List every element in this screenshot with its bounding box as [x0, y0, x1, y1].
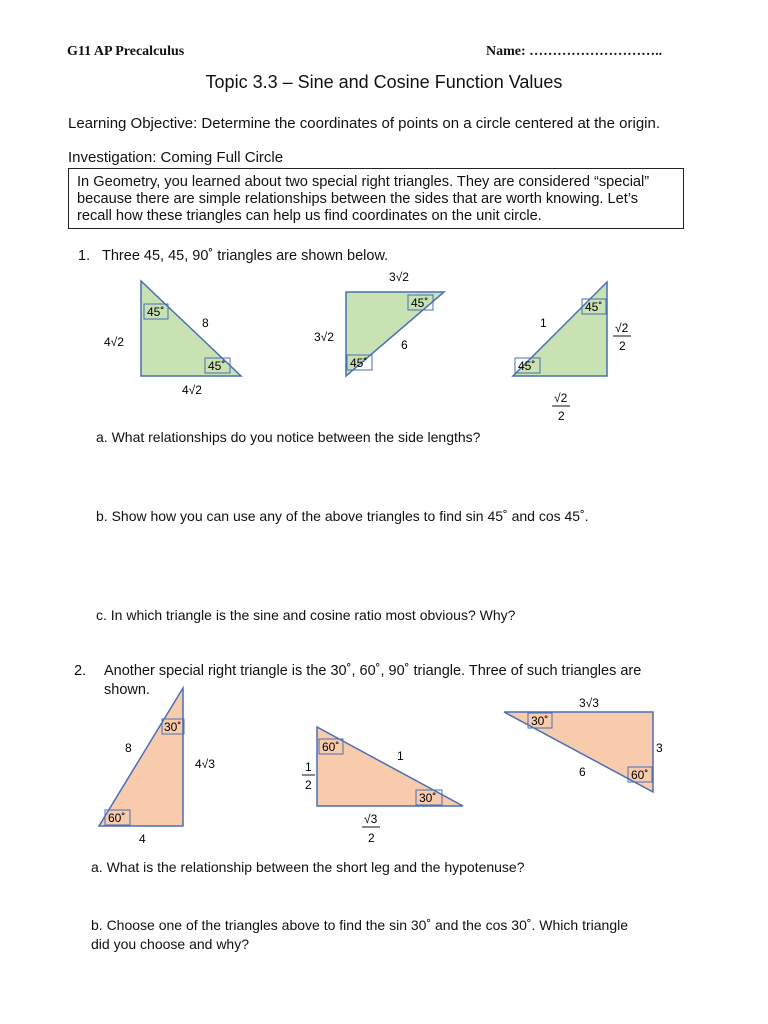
page-title: Topic 3.3 – Sine and Cosine Function Values [205, 72, 563, 92]
q2-number: 2. [74, 663, 87, 679]
q2-t2-angle-top: 60˚ [322, 740, 340, 754]
q1-t1-angle-bottom: 45˚ [208, 359, 226, 373]
q1-t3-bottom-leg-den: 2 [558, 409, 565, 423]
q2-t2-angle-bottom: 30˚ [419, 791, 437, 805]
q1-t3-hypotenuse: 1 [540, 316, 547, 330]
q2-t1-hypotenuse: 8 [125, 741, 132, 755]
q1-t3-angle-top: 45˚ [585, 300, 603, 314]
q2-t2-hypotenuse: 1 [397, 749, 404, 763]
q1-c: c. In which triangle is the sine and cosine ratio most obvious? Why? [96, 607, 516, 623]
q2-t2-left-leg-den: 2 [305, 778, 312, 792]
q2-t3-hypotenuse: 6 [579, 765, 586, 779]
q1-text: Three 45, 45, 90˚ triangles are shown below. [102, 248, 389, 264]
q2-b-line1: b. Choose one of the triangles above to find the sin 30˚ and the cos 30˚. Which triangle [91, 917, 628, 933]
q1-t3-right-leg-den: 2 [619, 339, 626, 353]
q1-t1-hypotenuse: 8 [202, 316, 209, 330]
q2-t2-left-leg-num: 1 [305, 760, 312, 774]
q2-t2-bottom-leg-den: 2 [368, 831, 375, 845]
q1-t3-right-leg-num: √2 [615, 321, 629, 335]
q1-t1-left-leg: 4√2 [104, 335, 124, 349]
q1-t1-angle-top: 45˚ [147, 305, 165, 319]
q2-a: a. What is the relationship between the short leg and the hypotenuse? [91, 859, 525, 875]
q1-t2-hypotenuse: 6 [401, 338, 408, 352]
course-name: G11 AP Precalculus [67, 44, 185, 59]
q1-b: b. Show how you can use any of the above triangles to find sin 45˚ and cos 45˚. [96, 508, 589, 524]
q1-t2-angle-bottom: 45˚ [350, 356, 368, 370]
q2-t1-angle-bottom: 60˚ [108, 811, 126, 825]
name-field-label: Name: ……………………….. [486, 44, 663, 59]
investigation-heading: Investigation: Coming Full Circle [68, 149, 284, 166]
q2-text-line1: Another special right triangle is the 30˚, 60˚, 90˚ triangle. Three of such triangles are [104, 663, 642, 679]
q1-t1-bottom-leg: 4√2 [182, 383, 202, 397]
investigation-text: In Geometry, you learned about two special right triangles. They are considered “special” because there are simple relationships between the sides that are worth knowing. Let’s recall how these triangles can help us find coordinates on the unit circle. [77, 174, 650, 224]
q2-t3-angle-top: 30˚ [531, 714, 549, 728]
q1-a: a. What relationships do you notice between the side lengths? [96, 429, 481, 445]
q2-t1-right-leg: 4√3 [195, 757, 215, 771]
q2-t1-angle-top: 30˚ [164, 720, 182, 734]
learning-objective: Learning Objective: Determine the coordinates of points on a circle centered at the origin. [68, 115, 661, 132]
q1-t3-angle-bottom: 45˚ [518, 359, 536, 373]
q1-number: 1. [78, 248, 91, 264]
q2-triangle-1 [99, 688, 183, 826]
q1-t3-bottom-leg-num: √2 [554, 391, 568, 405]
q2-t3-angle-bottom: 60˚ [631, 768, 649, 782]
q1-t2-left-leg: 3√2 [314, 330, 334, 344]
q2-text-line2: shown. [104, 682, 150, 698]
q2-t3-top-leg: 3√3 [579, 696, 599, 710]
q2-t2-bottom-leg-num: √3 [364, 812, 378, 826]
q2-t1-bottom-leg: 4 [139, 832, 146, 846]
q2-t3-right-leg: 3 [656, 741, 663, 755]
q1-t2-top-leg: 3√2 [389, 270, 409, 284]
q2-b-line2: did you choose and why? [91, 936, 249, 952]
q1-t2-angle-top: 45˚ [411, 296, 429, 310]
